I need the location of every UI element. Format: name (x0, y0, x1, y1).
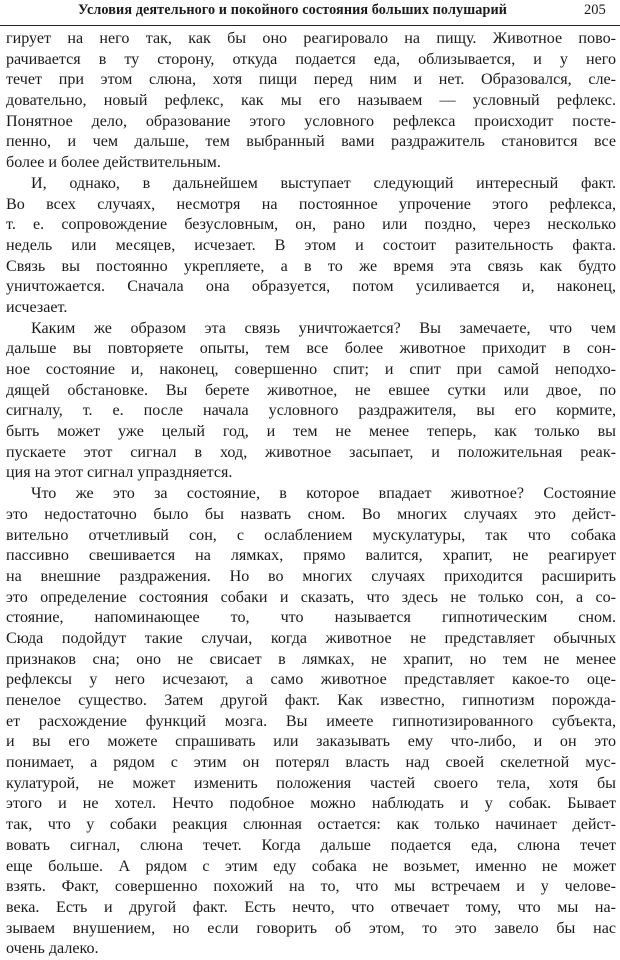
text-line: взять. Факт, совершенно похожий на то, что мы встречаем и у челове- (6, 878, 616, 896)
header-rule (0, 25, 620, 26)
text-line: И, однако, в дальнейшем выступает следующий интересный факт. (31, 174, 616, 192)
text-line: еще больше. А рядом с этим еду собака не возьмет, именно не может (6, 857, 616, 875)
paragraph (6, 29, 616, 174)
text-line: это недостаточно было бы назвать сном. Во многих случаях это дейст- (6, 505, 616, 523)
text-line: быть может уже целый год, и тем не менее теперь, как только вы (6, 423, 616, 441)
text-line: этого и не хотел. Нечто подобное можно наблюдать и у собак. Бывает (6, 795, 616, 813)
page-number: 205 (584, 2, 606, 18)
text-line: вовать сигнал, слюна течет. Когда дальше подается еда, слюна течет (6, 836, 616, 854)
text-line: пенелое существо. Затем другой факт. Как известно, гипнотизм порожда- (6, 692, 616, 709)
paragraph (6, 174, 616, 319)
text-line: стояние, напоминающее то, что называется гипнотическим сном. (6, 609, 616, 627)
text-line: дящей обстановке. Вы берете животное, не евшее сутки или двое, по (6, 381, 616, 399)
text-line: понимает, а рядом с этим он потерял власть над своей скелетной мус- (6, 754, 616, 772)
text-line: рефлексы у него исчезают, а само животное представляет какое-то оце- (6, 671, 616, 689)
paragraph (6, 484, 616, 960)
text-line: дальше вы повторяете опыты, тем все более животное приходит в сон- (6, 340, 616, 358)
text-line: довательно, новый рефлекс, как мы его называем — условный рефлекс. (6, 92, 616, 110)
running-title: Условия деятельного и покойного состояния больших полушарий (78, 2, 508, 18)
text-line: Сюда подойдут такие случаи, когда животное не представляет обычных (6, 629, 616, 647)
text-line: т. е. сопровождение безусловным, он, рано или поздно, через несколько (6, 216, 616, 234)
text-line: ция на этот сигнал упраздняется. (6, 464, 233, 482)
text-line: на внешние раздражения. Но во многих случаях приходится расширить (6, 567, 616, 585)
text-line: исчезает. (6, 298, 68, 316)
text-line: более и более действительным. (6, 154, 221, 172)
text-line: Понятное дело, образование этого условного рефлекса происходит посте- (6, 112, 616, 130)
paragraph (6, 319, 616, 485)
text-line: недель или месяцев, исчезает. В этом и состоит разительность факта. (6, 236, 616, 254)
text-line: Во всех случаях, несмотря на постоянное упрочение этого рефлекса, (6, 195, 616, 213)
text-line: течет при этом слюна, хотя пищи перед ним и нет. Образовался, сле- (6, 71, 616, 89)
text-line: и вы его можете спрашивать или заказывать ему что-либо, и он это (6, 733, 616, 751)
page-header (0, 0, 620, 30)
text-line: пускаете этот сигнал в ход, животное засыпает, и положительная реак- (6, 443, 616, 461)
text-line: так, что у собаки реакция слюнная остается: как только начинает дейст- (6, 816, 616, 834)
text-line: сигналу, т. е. после начала условного раздражителя, вы его кормите, (6, 402, 616, 420)
text-line: зываем внушением, но если говорить об этом, то это завело бы нас (6, 919, 616, 937)
text-line: это определение состояния собаки и сказать, что здесь не только сон, а со- (6, 588, 616, 606)
text-line: признаков сна; оно не свисает в лямках, не храпит, но тем не менее (6, 650, 616, 668)
text-line: гирует на него так, как бы оно реагировало на пищу. Животное пово- (6, 30, 616, 47)
text-line: рачивается в ту сторону, откуда подается еда, облизывается, и у него (6, 50, 616, 68)
text-line: пассивно свешивается на лямках, прямо валится, храпит, не реагирует (6, 547, 616, 565)
text-line: Что же это за состояние, в которое впадает животное? Состояние (31, 485, 616, 503)
text-line: ное состояние и, наконец, совершенно спит; и спит при самой неподхо- (6, 361, 616, 378)
text-line: Каким же образом эта связь уничтожается? Вы замечаете, что чем (31, 319, 616, 337)
text-line: очень далеко. (6, 940, 99, 958)
text-line: Связь вы постоянно укрепляете, а в то же время эта связь как будто (6, 257, 616, 275)
body-text (6, 29, 616, 960)
text-line: века. Есть и другой факт. Есть нечто, что отвечает тому, что мы на- (6, 898, 616, 916)
text-line: ет расхождение функций мозга. Вы имеете гипнотизированного субъекта, (6, 712, 616, 730)
text-line: пенно, и чем дальше, тем выбранный вами раздражитель становится все (6, 133, 616, 151)
text-line: вительно отчетливый сон, с ослаблением мускулатуры, так что собака (6, 526, 616, 544)
text-line: кулатурой, не может изменить положения частей своего тела, хотя бы (6, 774, 616, 792)
text-line: уничтожается. Сначала она образуется, потом усиливается и, наконец, (6, 278, 616, 296)
